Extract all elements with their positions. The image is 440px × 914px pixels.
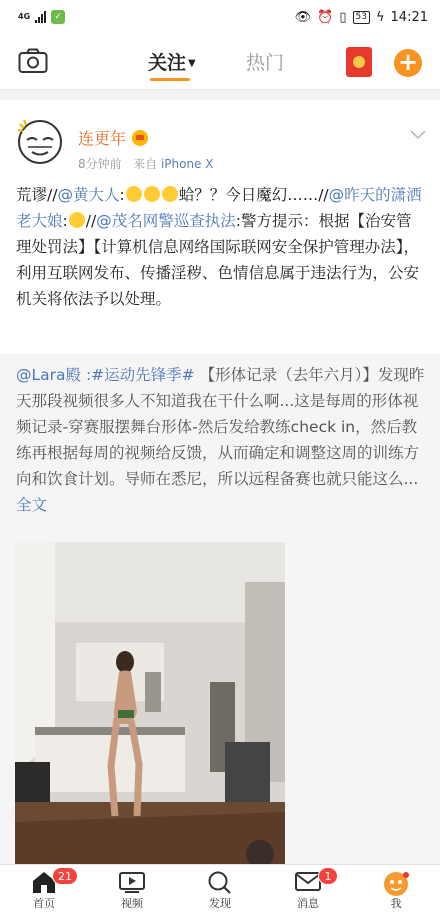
caret-down-icon: ▼ — [188, 58, 196, 69]
nav-discover[interactable] — [176, 865, 264, 914]
emoji-icon — [126, 186, 142, 202]
tab-active-indicator — [150, 78, 190, 81]
nav-messages[interactable] — [264, 865, 352, 914]
mention-link[interactable]: @茂名网警巡查执法 — [96, 212, 236, 230]
battery-icon: 53 — [353, 11, 370, 24]
nav-me-label: 我 — [390, 897, 402, 910]
emoji-icon — [69, 212, 85, 228]
chevron-down-icon[interactable] — [410, 130, 426, 140]
nav-home-label: 首页 — [33, 897, 55, 910]
camera-icon[interactable] — [18, 48, 48, 74]
mention-link[interactable]: @昨天的潇洒老大娘 — [16, 186, 422, 230]
full-text-link[interactable]: 全文 — [16, 496, 48, 514]
alarm-icon: ⏰ — [317, 9, 334, 25]
profile-avatar-icon — [381, 870, 411, 898]
mention-link[interactable]: @黄大人 — [57, 186, 120, 204]
messages-badge: 1 — [318, 867, 338, 885]
nav-discover-label: 发现 — [209, 897, 231, 910]
post-text — [16, 182, 426, 312]
charging-icon: ϟ — [375, 9, 385, 25]
text-part: : — [62, 212, 68, 230]
tab-follow[interactable] — [148, 48, 196, 75]
tab-follow-label: 关注 — [148, 52, 187, 74]
nav-video[interactable] — [88, 865, 176, 914]
clock: 14:21 — [390, 9, 428, 25]
username-text: 连更年 — [78, 129, 127, 148]
compose-plus-button[interactable]: + — [394, 49, 422, 77]
text-part: 蛤？？今日魔幻……// — [178, 186, 329, 204]
nav-home[interactable] — [0, 865, 88, 914]
status-right — [295, 10, 428, 25]
nav-video-label: 视频 — [121, 897, 143, 910]
vibrate-icon: ▯ — [339, 9, 347, 25]
network-type: 4G — [18, 12, 31, 21]
text-part: :警方提示：根据【治安管理处罚法】【计算机信息网络国际联网安全保护管理办法】，利用互联网发布、传播淫秽、色情信息属于违法行为，公安机关将依法予以处理。 — [16, 212, 420, 308]
post-time: 8分钟前 — [78, 157, 122, 171]
avatar[interactable] — [14, 114, 66, 166]
nav-messages-label: 消息 — [297, 897, 319, 910]
text-part: // — [85, 212, 97, 230]
red-packet-icon[interactable] — [346, 47, 372, 77]
signal-icon — [35, 11, 46, 23]
repost-photo[interactable] — [15, 542, 285, 864]
vip-icon — [132, 130, 148, 146]
repost-body: 【形体记录（去年六月）】发现昨天那段视频很多人不知道我在干什么啊...这是每周的形体视频记录-穿赛服摆舞台形体-然后发给教练check in，然后教练再根据每周的视频给反馈，从而确定和调整这周的训练方向和饮食计划。导师在悉尼，所以远程备赛也就只能这么... — [16, 366, 425, 488]
post-meta — [78, 155, 213, 172]
search-icon — [207, 870, 233, 896]
status-bar — [0, 0, 440, 34]
home-badge: 21 — [52, 867, 78, 885]
eye-icon: 👁 — [294, 9, 312, 25]
top-header — [0, 34, 440, 90]
text-part: 荒谬// — [16, 186, 58, 204]
repost-mention-link[interactable]: @Lara殿 — [16, 366, 82, 384]
status-left — [18, 10, 65, 24]
repost-text — [16, 362, 426, 518]
video-icon — [118, 870, 146, 894]
source-prefix: 来自 — [133, 157, 158, 171]
emoji-icon — [144, 186, 160, 202]
post-source[interactable]: iPhone X — [160, 157, 214, 171]
text-part: : — [119, 186, 125, 204]
username[interactable] — [78, 126, 148, 149]
tab-hot[interactable]: 热门 — [246, 52, 285, 74]
bottom-nav — [0, 864, 440, 914]
wechat-notification-icon: ✓ — [51, 10, 65, 24]
repost-block[interactable] — [0, 354, 440, 864]
topic-link[interactable]: :#运动先锋季# — [85, 366, 195, 384]
feed-post[interactable] — [0, 100, 440, 864]
nav-me[interactable] — [352, 865, 440, 914]
emoji-icon — [162, 186, 178, 202]
